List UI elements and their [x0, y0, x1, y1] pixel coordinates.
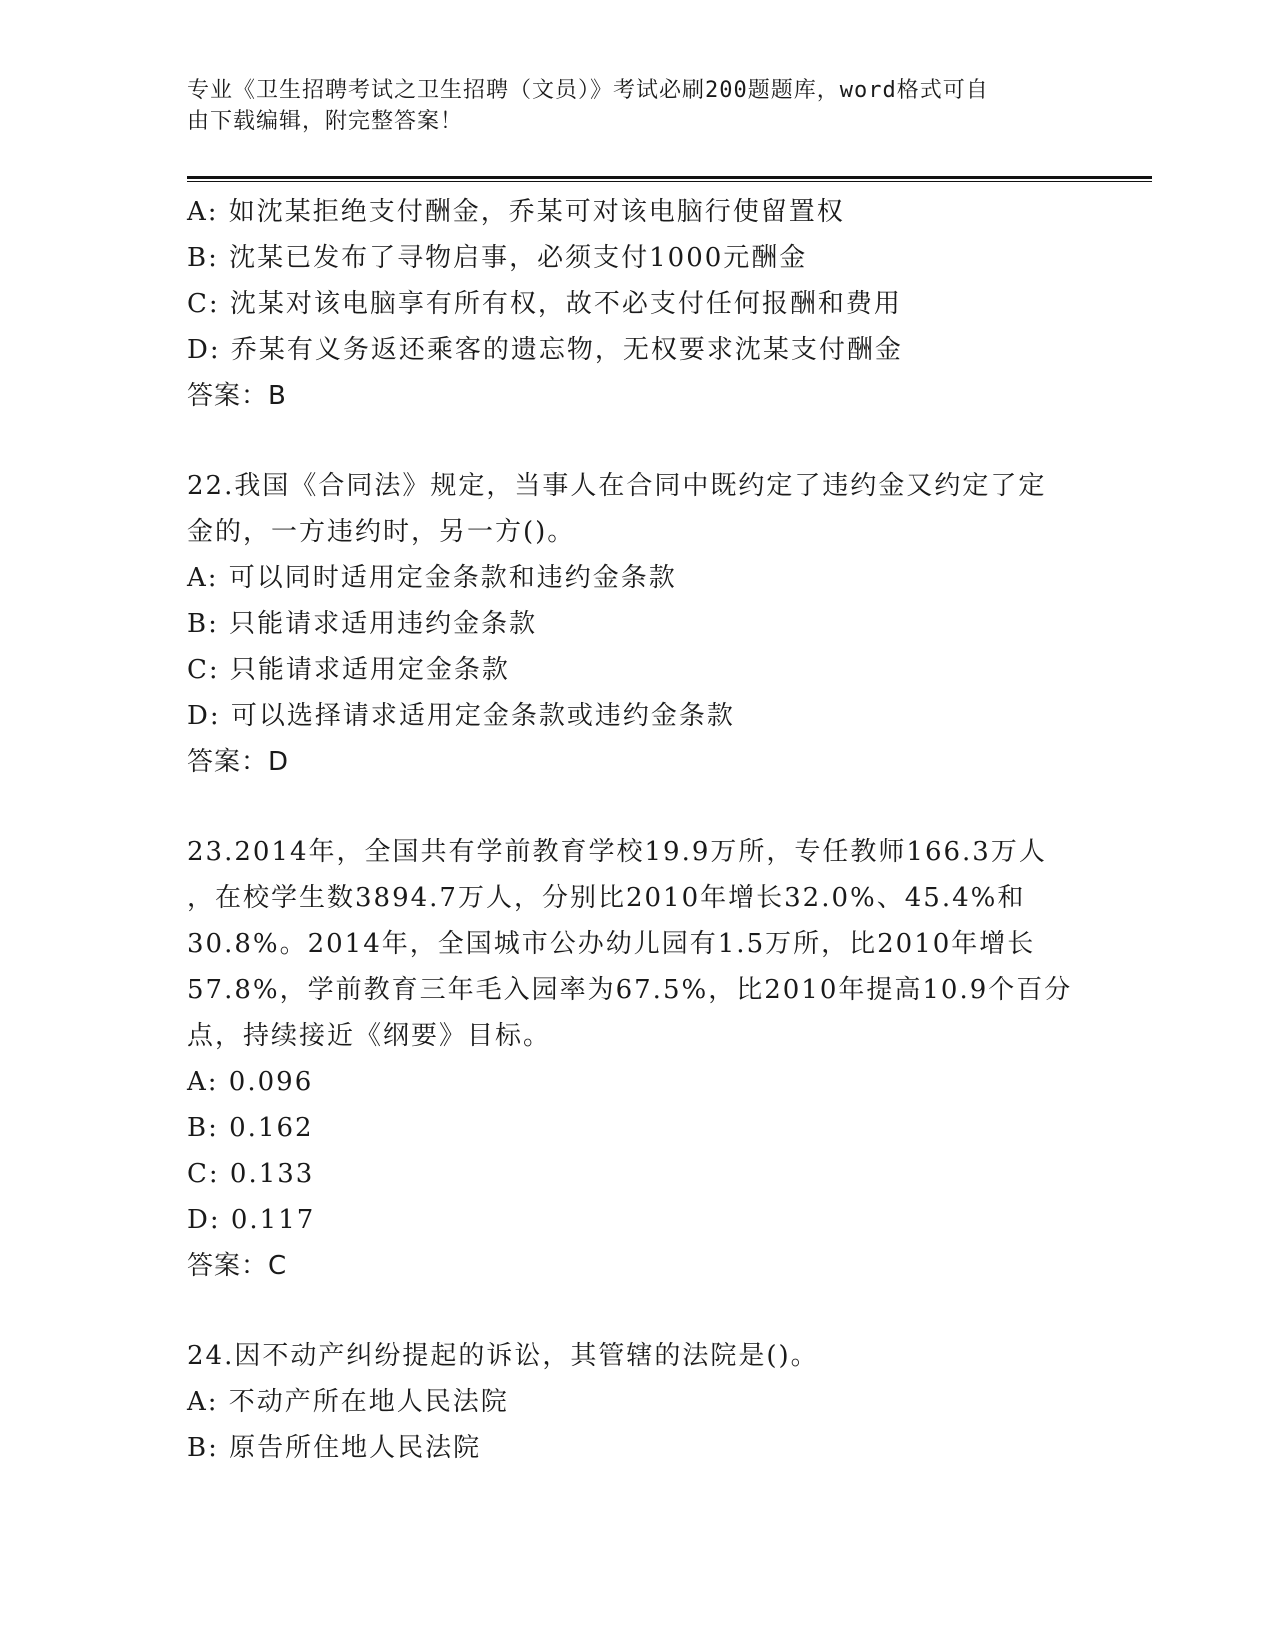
header-line-1: 专业《卫生招聘考试之卫生招聘（文员）》考试必刷200题题库，word格式可自 — [187, 78, 989, 103]
option-b: B: 原告所住地人民法院 — [187, 1433, 482, 1463]
header-line-2: 由下载编辑，附完整答案！ — [187, 109, 464, 134]
answer-line: 答案：D — [187, 747, 290, 777]
question-23 — [187, 829, 1087, 1289]
answer-line: 答案：B — [187, 381, 287, 411]
question-stem-line: ，在校学生数3894.7万人，分别比2010年增长32.0%、45.4%和 — [187, 883, 1026, 913]
option-c: C: 只能请求适用定金条款 — [187, 655, 510, 685]
spacer — [187, 1289, 1087, 1333]
question-stem-line: 22.我国《合同法》规定，当事人在合同中既约定了违约金又约定了定 — [187, 471, 1047, 501]
option-a: A: 不动产所在地人民法院 — [187, 1387, 509, 1417]
question-stem-line: 点，持续接近《纲要》目标。 — [187, 1021, 552, 1051]
spacer — [187, 785, 1087, 829]
spacer — [187, 419, 1087, 463]
header-rule-thick — [187, 176, 1152, 179]
option-b: B: 沈某已发布了寻物启事，必须支付1000元酬金 — [187, 243, 808, 273]
question-stem-line: 24.因不动产纠纷提起的诉讼，其管辖的法院是()。 — [187, 1341, 819, 1371]
option-d: D: 乔某有义务返还乘客的遗忘物，无权要求沈某支付酬金 — [187, 335, 903, 365]
option-a: A: 可以同时适用定金条款和违约金条款 — [187, 563, 677, 593]
question-21 — [187, 189, 1087, 419]
option-a: A: 0.096 — [187, 1067, 314, 1097]
question-stem-line: 金的，一方违约时，另一方()。 — [187, 517, 576, 547]
question-stem-line: 30.8%。2014年，全国城市公办幼儿园有1.5万所，比2010年增长 — [187, 929, 1036, 959]
question-stem-line: 23.2014年，全国共有学前教育学校19.9万所，专任教师166.3万人 — [187, 837, 1047, 867]
question-24 — [187, 1333, 1087, 1471]
document-header — [187, 75, 1067, 137]
header-rule-thin — [187, 181, 1152, 182]
option-a: A: 如沈某拒绝支付酬金，乔某可对该电脑行使留置权 — [187, 197, 845, 227]
question-22 — [187, 463, 1087, 785]
option-d: D: 可以选择请求适用定金条款或违约金条款 — [187, 701, 735, 731]
option-c: C: 0.133 — [187, 1159, 315, 1189]
option-b: B: 只能请求适用违约金条款 — [187, 609, 538, 639]
option-b: B: 0.162 — [187, 1113, 314, 1143]
option-c: C: 沈某对该电脑享有所有权，故不必支付任何报酬和费用 — [187, 289, 902, 319]
option-d: D: 0.117 — [187, 1205, 316, 1235]
question-stem-line: 57.8%，学前教育三年毛入园率为67.5%，比2010年提高10.9个百分 — [187, 975, 1073, 1005]
question-content — [187, 189, 1087, 1471]
answer-line: 答案：C — [187, 1251, 288, 1281]
